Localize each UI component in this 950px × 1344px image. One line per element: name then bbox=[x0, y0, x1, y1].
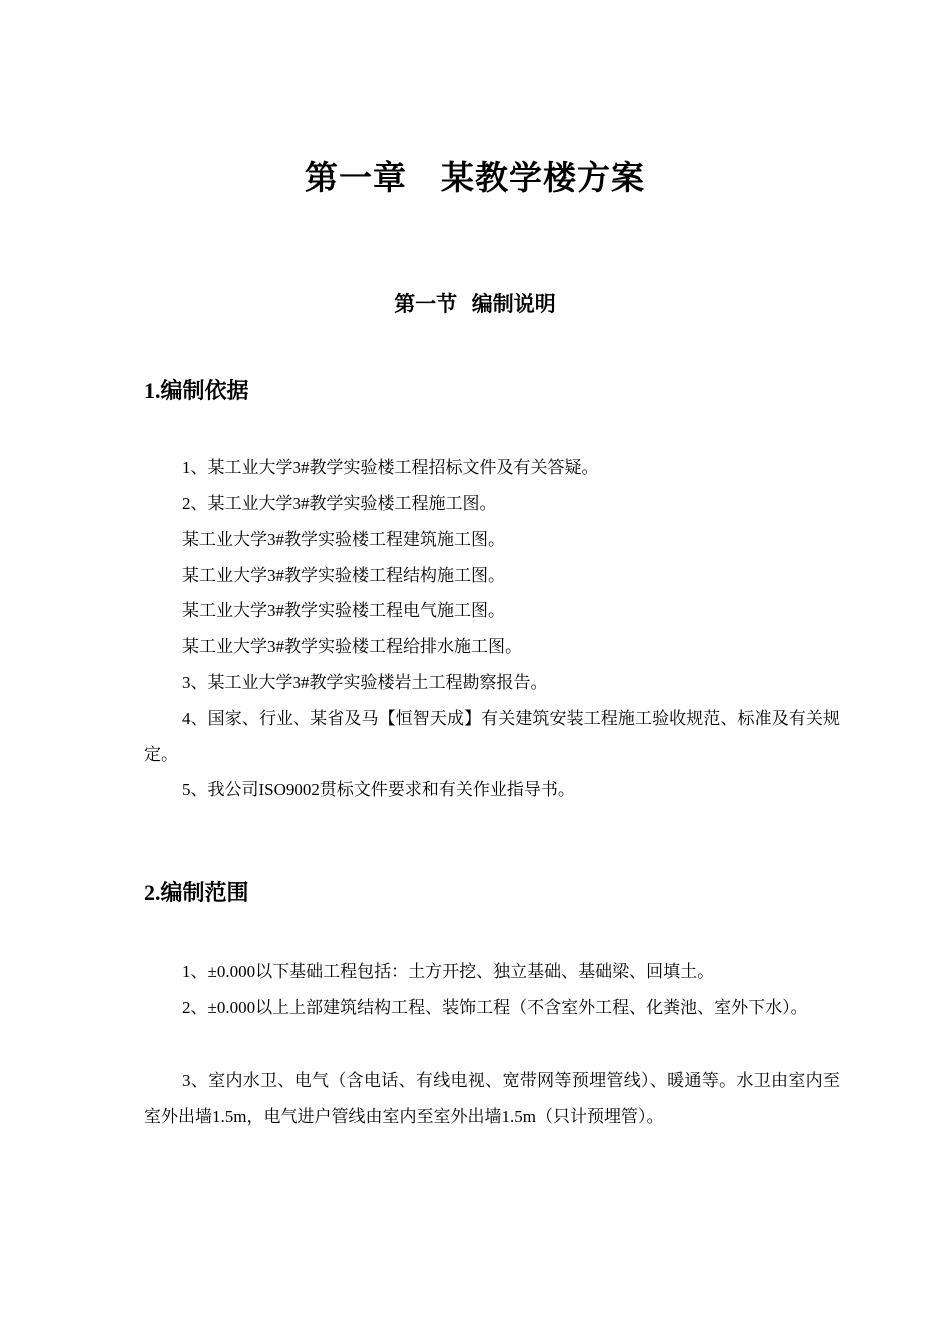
list-item: 某工业大学3#教学实验楼工程给排水施工图。 bbox=[182, 637, 522, 656]
list-item: 某工业大学3#教学实验楼工程电气施工图。 bbox=[182, 601, 505, 620]
heading-compilation-scope bbox=[144, 876, 249, 907]
heading-text: 编制依据 bbox=[160, 379, 249, 404]
heading-text: 编制范围 bbox=[160, 881, 249, 906]
list-item: 1、某工业大学3#教学实验楼工程招标文件及有关答疑。 bbox=[182, 458, 599, 477]
list-item: 某工业大学3#教学实验楼工程建筑施工图。 bbox=[182, 530, 505, 549]
list-item: 4、国家、行业、某省及马【恒智天成】有关建筑安装工程施工验收规范、标准及有关规定。 bbox=[144, 709, 840, 764]
list-item: 2、±0.000以上上部建筑结构工程、装饰工程（不含室外工程、化粪池、室外下水）。 bbox=[182, 998, 808, 1017]
list-item: 1、±0.000以下基础工程包括：土方开挖、独立基础、基础梁、回填土。 bbox=[182, 962, 715, 981]
list-item: 3、某工业大学3#教学实验楼岩土工程勘察报告。 bbox=[182, 673, 548, 692]
heading-number: 2. bbox=[144, 880, 161, 905]
list-item: 某工业大学3#教学实验楼工程结构施工图。 bbox=[182, 566, 505, 585]
list-item: 3、室内水卫、电气（含电话、有线电视、宽带网等预埋管线）、暖通等。水卫由室内至室外出墙1.5m，电气进户管线由室内至室外出墙1.5m（只计预埋管）。 bbox=[144, 1071, 840, 1126]
list-item: 5、我公司ISO9002贯标文件要求和有关作业指导书。 bbox=[182, 780, 575, 799]
heading-compilation-basis bbox=[144, 374, 249, 405]
section-title: 第一节 编制说明 bbox=[394, 292, 556, 316]
heading-number: 1. bbox=[144, 378, 161, 403]
chapter-title: 第一章 某教学楼方案 bbox=[305, 158, 645, 197]
list-item: 2、某工业大学3#教学实验楼工程施工图。 bbox=[182, 494, 497, 513]
